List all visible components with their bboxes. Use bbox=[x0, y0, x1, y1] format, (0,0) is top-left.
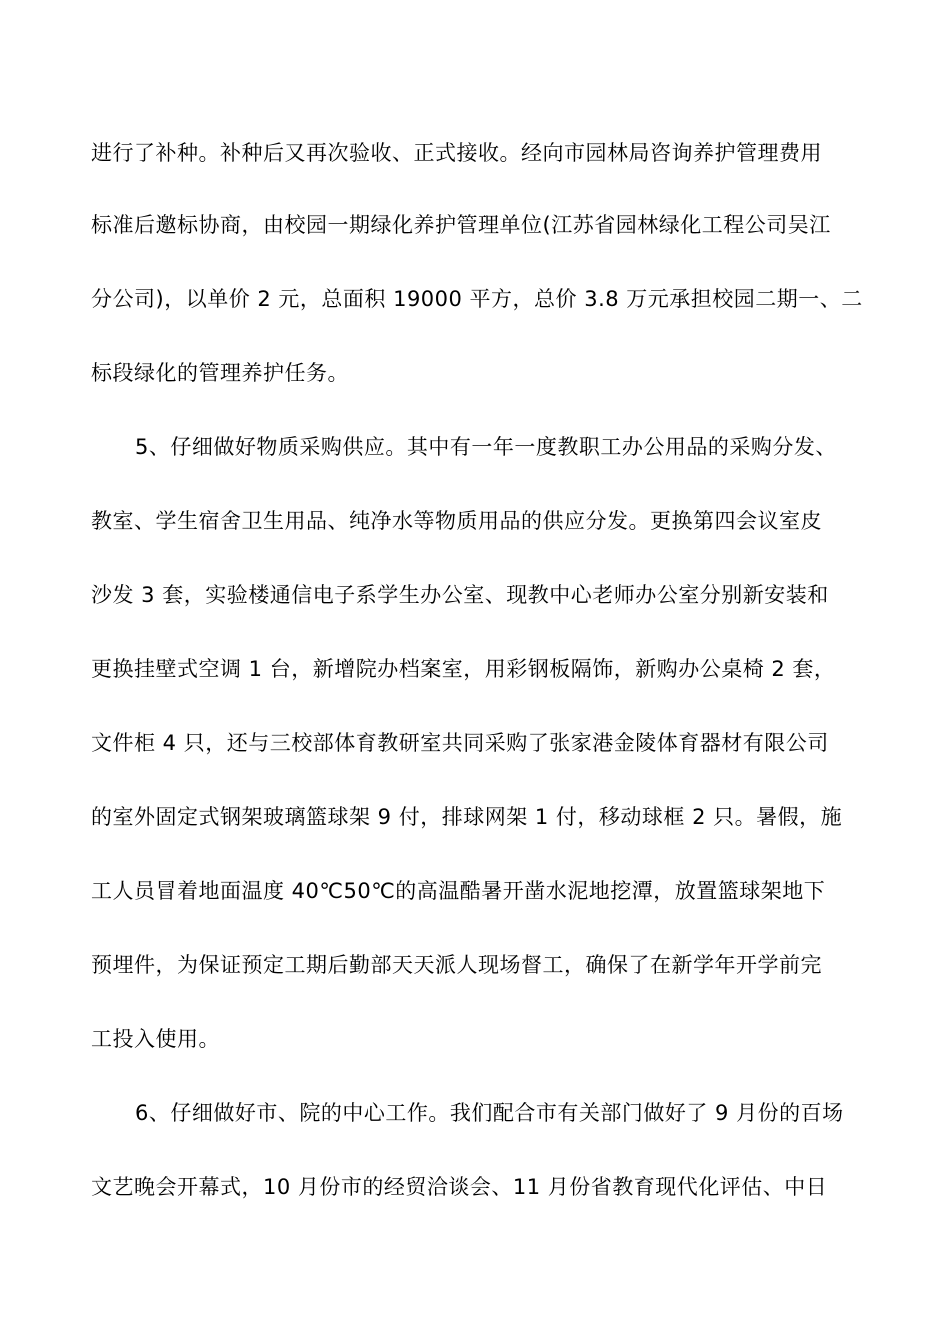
paragraph-line: 进行了补种。补种后又再次验收、正式接收。经向市园林局咨询养护管理费用 bbox=[91, 141, 822, 165]
paragraph-line: 教室、学生宿舍卫生用品、纯净水等物质用品的供应分发。更换第四会议室皮 bbox=[91, 509, 822, 533]
paragraph-line: 文件柜 4 只，还与三校部体育教研室共同采购了张家港金陵体育器材有限公司 bbox=[91, 731, 829, 755]
paragraph-line: 预埋件，为保证预定工期后勤部天天派人现场督工，确保了在新学年开学前完 bbox=[91, 953, 822, 977]
paragraph-line: 5、仔细做好物质采购供应。其中有一年一度教职工办公用品的采购分发、 bbox=[135, 435, 837, 459]
paragraph-line: 的室外固定式钢架玻璃篮球架 9 付，排球网架 1 付，移动球框 2 只。暑假，施 bbox=[91, 805, 843, 829]
paragraph-line: 标段绿化的管理养护任务。 bbox=[91, 361, 349, 385]
paragraph-line: 6、仔细做好市、院的中心工作。我们配合市有关部门做好了 9 月份的百场 bbox=[135, 1101, 844, 1125]
paragraph-line: 标准后邀标协商，由校园一期绿化养护管理单位(江苏省园林绿化工程公司吴江 bbox=[91, 213, 831, 237]
paragraph-line: 分公司)，以单价 2 元，总面积 19000 平方，总价 3.8 万元承担校园二期一、二 bbox=[91, 287, 863, 311]
paragraph-line: 沙发 3 套，实验楼通信电子系学生办公室、现教中心老师办公室分别新安装和 bbox=[91, 583, 829, 607]
paragraph-line: 文艺晚会开幕式，10 月份市的经贸洽谈会、11 月份省教育现代化评估、中日 bbox=[91, 1175, 828, 1199]
paragraph-line: 更换挂壁式空调 1 台，新增院办档案室，用彩钢板隔饰，新购办公桌椅 2 套， bbox=[91, 657, 836, 681]
paragraph-line: 工人员冒着地面温度 40℃50℃的高温酷暑开凿水泥地挖潭，放置篮球架地下 bbox=[91, 879, 826, 903]
paragraph-line: 工投入使用。 bbox=[91, 1027, 220, 1051]
